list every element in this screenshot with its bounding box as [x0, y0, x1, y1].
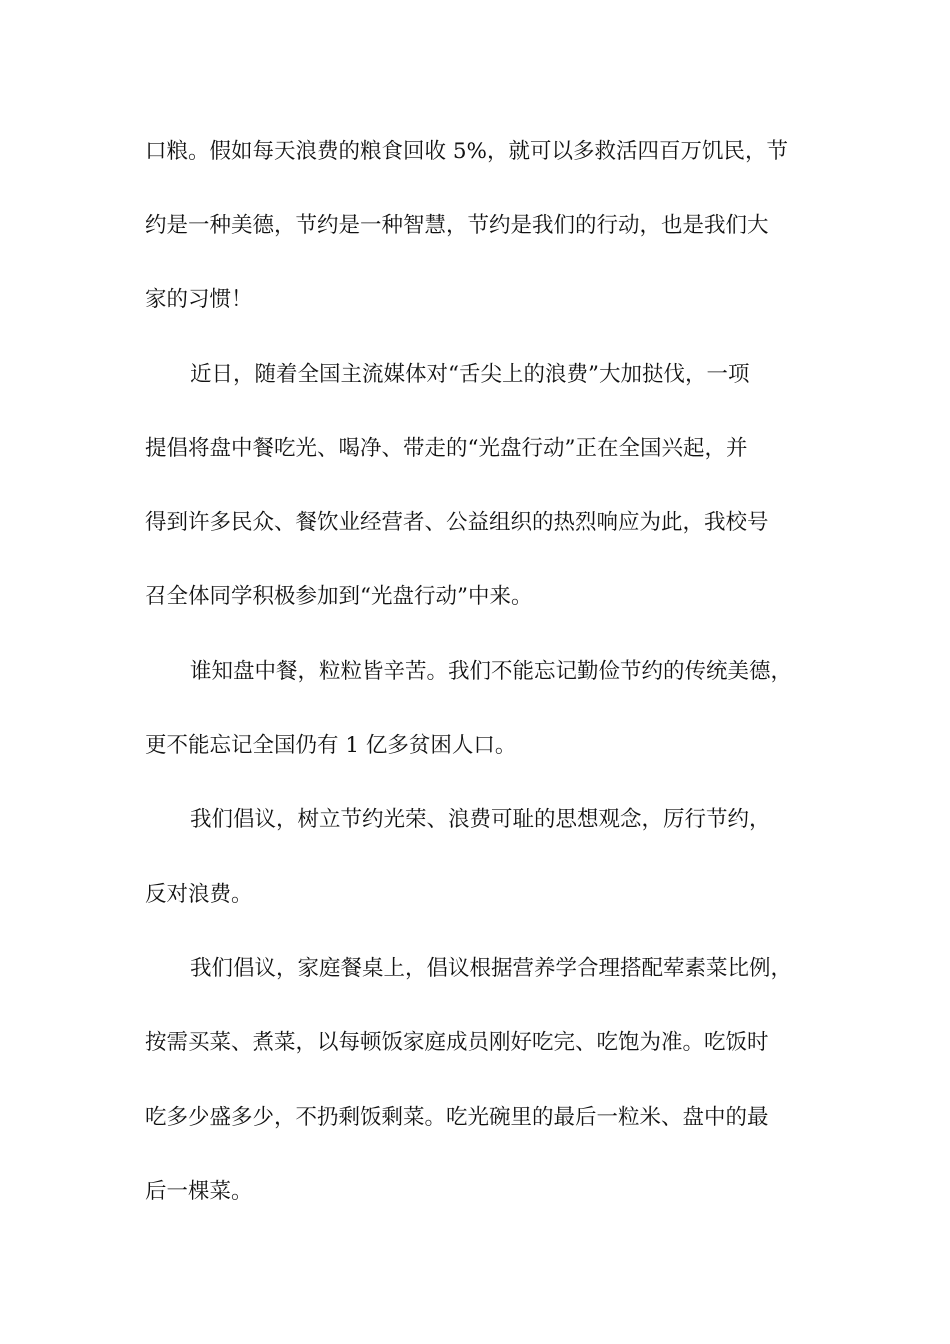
text-line: 反对浪费。: [145, 882, 253, 907]
text-line: 按需买菜、煮菜，以每顿饭家庭成员刚好吃完、吃饱为准。吃饭时: [145, 1030, 769, 1055]
text-line: 口粮。假如每天浪费的粮食回收 5%，就可以多救活四百万饥民，节: [145, 139, 788, 164]
text-line: 提倡将盘中餐吃光、喝净、带走的“光盘行动”正在全国兴起，并: [145, 436, 748, 461]
text-line: 召全体同学积极参加到“光盘行动”中来。: [145, 584, 533, 609]
text-line: 更不能忘记全国仍有 1 亿多贫困人口。: [145, 733, 517, 758]
text-line: 后一棵菜。: [145, 1179, 253, 1204]
text-line: 得到许多民众、餐饮业经营者、公益组织的热烈响应为此，我校号: [145, 510, 769, 535]
text-line: 约是一种美德，节约是一种智慧，节约是我们的行动，也是我们大: [145, 213, 769, 238]
paragraph-start-line: 我们倡议，家庭餐桌上，倡议根据营养学合理搭配荤素菜比例，: [190, 956, 793, 981]
text-line: 家的习惯！: [145, 287, 253, 312]
paragraph-start-line: 谁知盘中餐，粒粒皆辛苦。我们不能忘记勤俭节约的传统美德，: [190, 659, 793, 684]
paragraph-start-line: 我们倡议，树立节约光荣、浪费可耻的思想观念，厉行节约，: [190, 807, 771, 832]
paragraph-start-line: 近日，随着全国主流媒体对“舌尖上的浪费”大加挞伐，一项: [190, 362, 750, 387]
text-line: 吃多少盛多少，不扔剩饭剩菜。吃光碗里的最后一粒米、盘中的最: [145, 1105, 769, 1130]
